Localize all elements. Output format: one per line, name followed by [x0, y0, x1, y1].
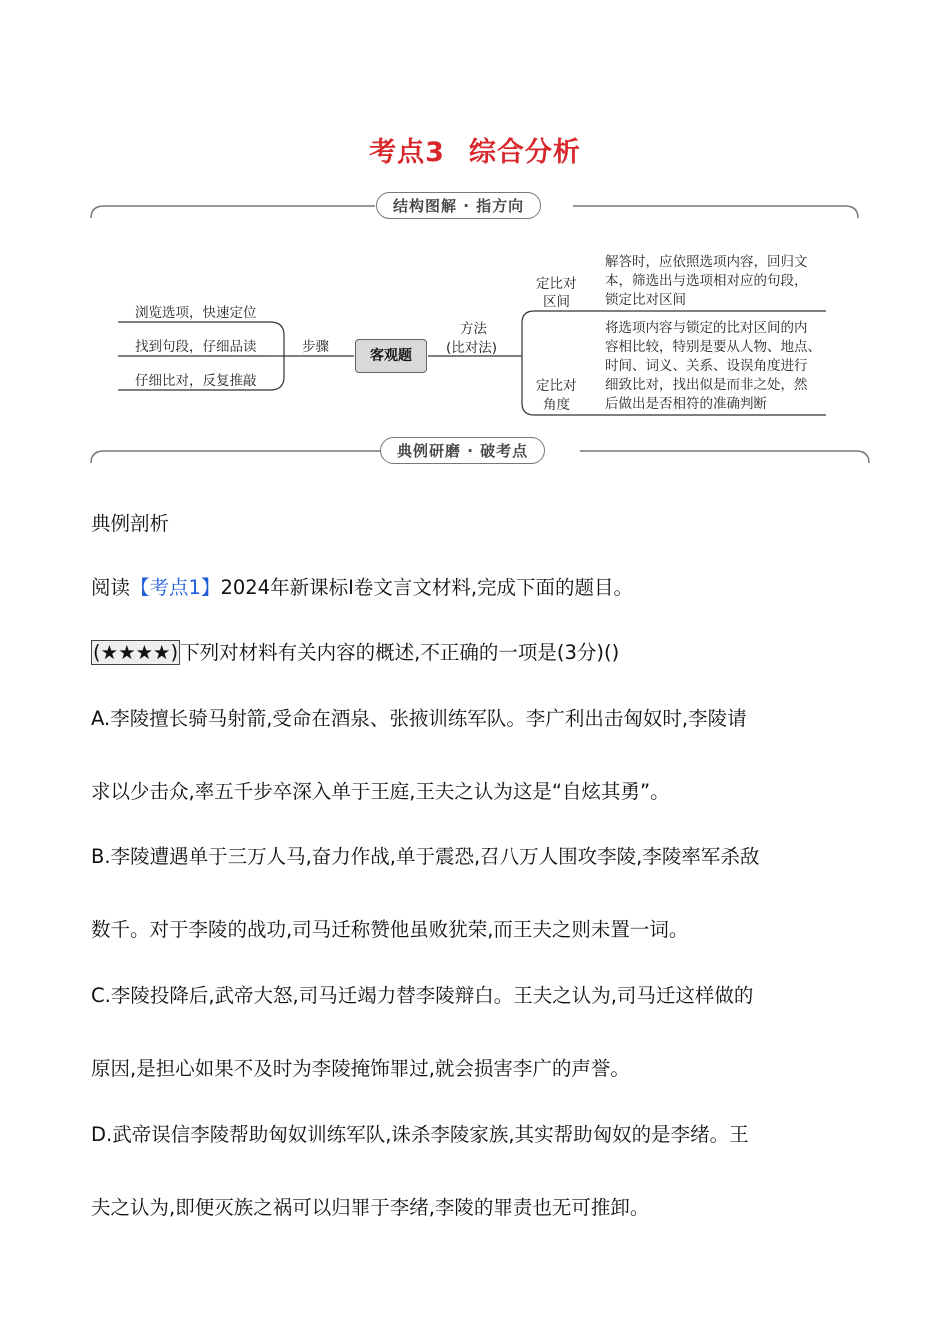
option-a-line-2: 求以少击众,率五千步卒深入单于王庭,王夫之认为这是“自炫其勇”。 [91, 780, 670, 803]
branch-1-desc-2: 本，筛选出与选项相对应的句段， [605, 273, 808, 289]
option-d-line-2: 夫之认为,即便灭族之祸可以归罪于李绪,李陵的罪责也无可推卸。 [91, 1196, 650, 1219]
question-line [91, 637, 871, 665]
option-b-line-2: 数千。对于李陵的战功,司马迁称赞他虽败犹荣,而王夫之则未置一词。 [91, 918, 689, 941]
method-label: 方法 [460, 321, 487, 337]
intro-prefix: 阅读 [91, 576, 131, 599]
branch-1-desc-1: 解答时，应依照选项内容，回归文 [605, 254, 808, 270]
branch-2-desc-1: 将选项内容与锁定的比对区间的内 [605, 320, 808, 336]
intro-line [91, 572, 871, 600]
option-c-line-2: 原因,是担心如果不及时为李陵掩饰罪过,就会损害李广的声誉。 [91, 1057, 630, 1080]
center-node: 客观题 [355, 339, 427, 373]
section-banner-structure [90, 190, 858, 230]
branch-2-desc-5: 后做出是否相符的准确判断 [605, 396, 767, 412]
branch-2-label-1: 定比对 [536, 378, 577, 394]
option-d-line-1: D.武帝误信李陵帮助匈奴训练军队,诛杀李陵家族,其实帮助匈奴的是李绪。王 [91, 1123, 749, 1146]
method-sub: (比对法) [446, 340, 498, 356]
section-heading: 典例剖析 [91, 512, 170, 535]
question-text: 下列对材料有关内容的概述,不正确的一项是(3分)() [180, 641, 620, 664]
page-title [0, 130, 950, 169]
branch-2-desc-2: 容相比较，特别是要从人物、地点、 [605, 339, 821, 355]
banner-examples-label: 典例研磨 · 破考点 [380, 437, 545, 464]
step-item-2: 找到句段，仔细品读 [135, 339, 257, 355]
intro-tag: 【考点1】 [130, 576, 221, 599]
branch-2-label-2: 角度 [543, 397, 570, 413]
option-b-line-1: B.李陵遭遇单于三万人马,奋力作战,单于震恐,召八万人围攻李陵,李陵率军杀敌 [91, 845, 760, 868]
branch-1-label-1: 定比对 [536, 276, 577, 292]
branch-1-label-2: 区间 [543, 294, 570, 310]
steps-label: 步骤 [302, 339, 329, 355]
option-a-line-1: A.李陵擅长骑马射箭,受命在酒泉、张掖训练军队。李广利出击匈奴时,李陵请 [91, 707, 747, 730]
section-banner-examples [90, 433, 870, 473]
intro-text: 2024年新课标Ⅰ卷文言文材料,完成下面的题目。 [220, 576, 634, 599]
branch-1-desc-3: 锁定比对区间 [605, 292, 686, 308]
difficulty-stars: (★★★★) [93, 641, 179, 664]
step-item-3: 仔细比对，反复推敲 [135, 373, 257, 389]
branch-2-desc-3: 时间、词义、关系、设误角度进行 [605, 358, 808, 374]
title-name: 综合分析 [468, 137, 581, 168]
title-label: 考点3 [369, 137, 445, 168]
step-item-1: 浏览选项，快速定位 [135, 305, 257, 321]
mindmap [90, 245, 870, 425]
banner-structure-label: 结构图解 · 指方向 [376, 192, 541, 219]
option-c-line-1: C.李陵投降后,武帝大怒,司马迁竭力替李陵辩白。王夫之认为,司马迁这样做的 [91, 984, 754, 1007]
branch-2-desc-4: 细致比对，找出似是而非之处，然 [605, 377, 808, 393]
